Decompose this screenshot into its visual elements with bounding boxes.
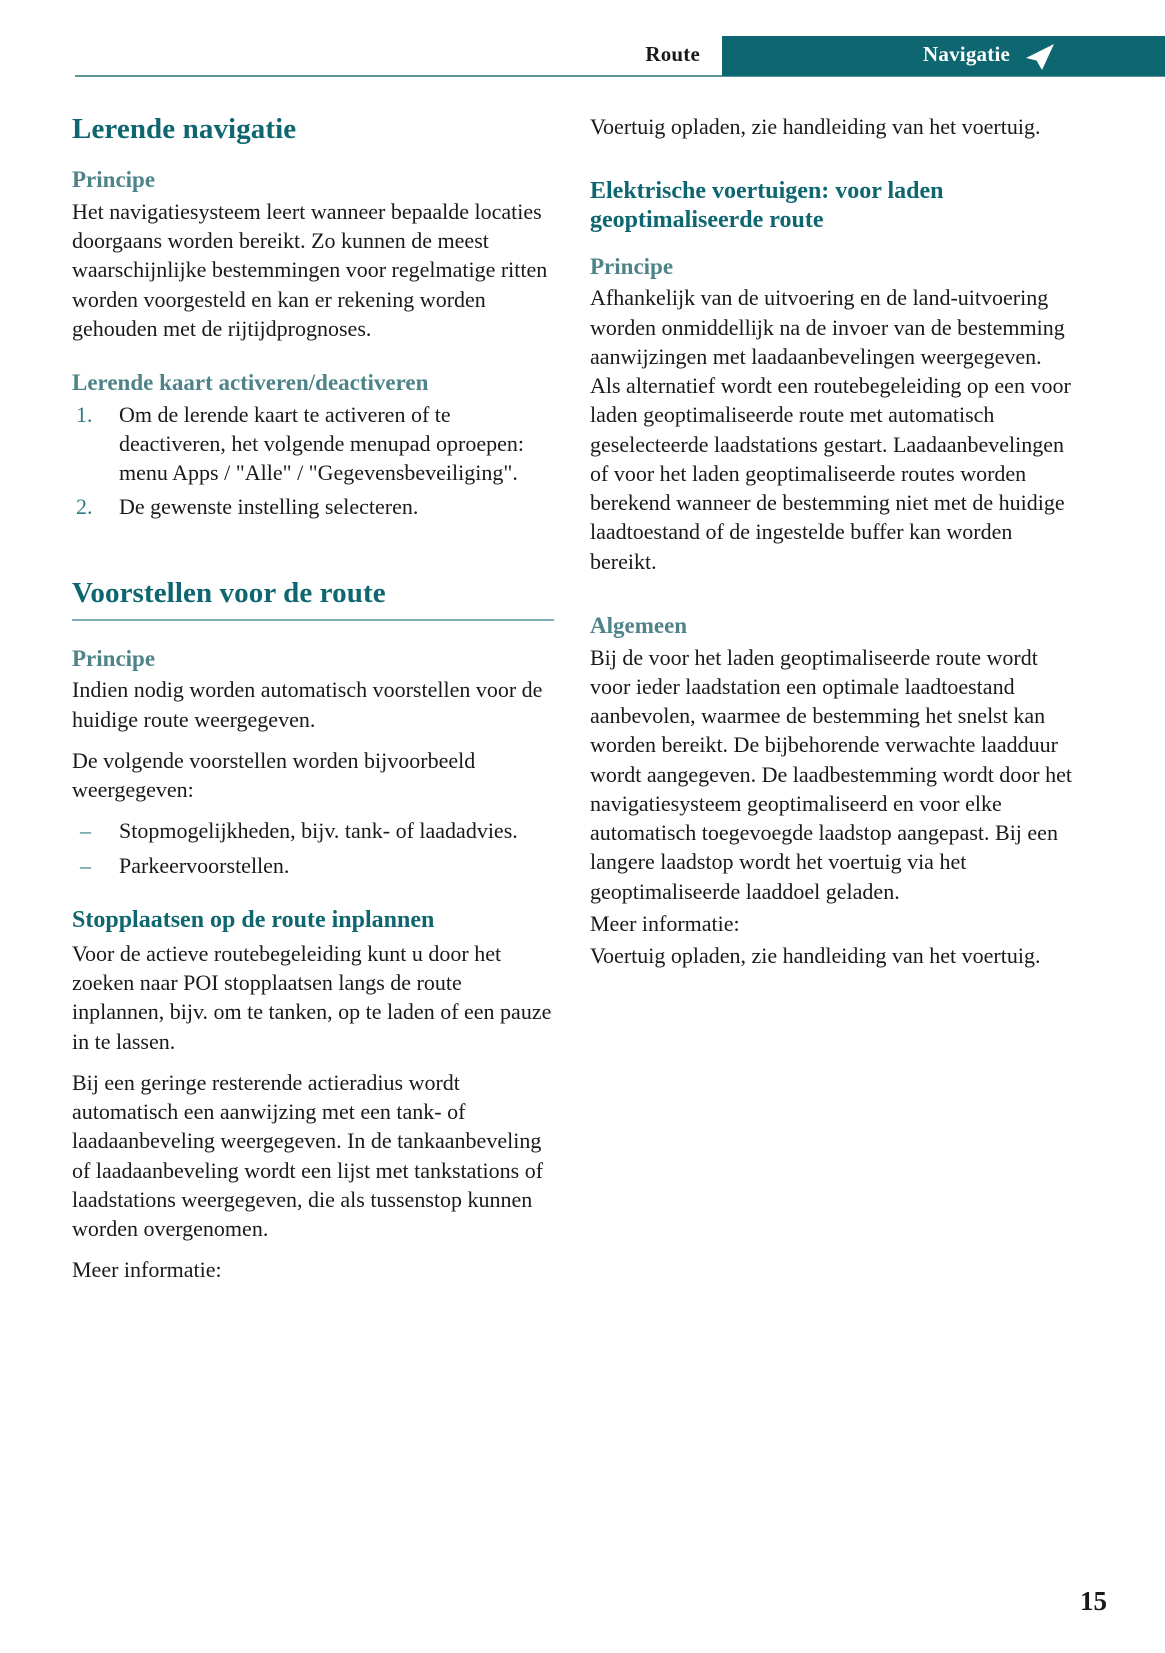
list-item (72, 492, 554, 521)
page-number: 15 (1080, 1586, 1107, 1616)
paragraph-voorstellen-1: Indien nodig worden automatisch voorstellen voor de huidige route weergegeven. (72, 677, 543, 732)
list-marker: 1. (76, 401, 93, 427)
list-item-text: Stopmogelijkheden, bijv. tank- of laadadvies. (119, 818, 518, 844)
navigation-arrow-icon (1022, 42, 1056, 72)
paragraph-stopplaatsen-1: Voor de actieve routebegeleiding kunt u door het zoeken naar POI stopplaatsen langs de route inplannen, bijv. om te tanken, op te laden of een pauze in te lassen. (72, 940, 552, 1054)
paragraph-meer-informatie-right: Meer informatie: (590, 910, 740, 936)
spacer (72, 152, 554, 166)
paragraph-voertuig-opladen-top: Voertuig opladen, zie handleiding van het voertuig. (590, 114, 1041, 139)
paragraph-voorstellen-2: De volgende voorstellen worden bijvoorbeeld weergegeven: (72, 747, 476, 803)
left-column (72, 112, 554, 1297)
list-item-text: Parkeervoorstellen. (119, 852, 290, 878)
list-marker: – (80, 818, 91, 844)
paragraph-algemeen: Bij de voor het laden geoptimaliseerde route wordt voor ieder laadstation een optimale laadtoestand aanbevolen, waarmee de bestemming het snelst kan worden bereikt. De bijbehorende verwachte laadduur wordt aangegeven. De laadbestemming wordt door het navigatiesysteem geoptimaliseerd en voor elke automatisch toegevoegde laadstop aangepast. Bij een langere laadstop wordt het voertuig via het geoptimaliseerde laaddoel geladen. (590, 644, 1073, 904)
list-marker: – (80, 852, 91, 878)
subheading-algemeen: Algemeen (590, 612, 688, 638)
list-item (72, 816, 554, 845)
subheading-principe-2: Principe (72, 645, 156, 671)
list-item-text: Om de lerende kaart te activeren of te deactiveren, het volgende menupad oproepen: menu Apps / "Alle" / "Gegevensbeveiliging". (119, 401, 525, 486)
list-marker: 2. (76, 494, 93, 520)
list-item (72, 400, 554, 488)
spacer (72, 355, 554, 369)
subheading-lerende-kaart: Lerende kaart activeren/deactiveren (72, 370, 429, 396)
dash-list-voorstellen (72, 816, 554, 880)
right-column (590, 112, 1072, 982)
page-header (0, 0, 1165, 90)
spacer (72, 534, 554, 576)
header-section-label: Navigatie (923, 42, 1010, 66)
spacer (590, 153, 1072, 177)
subheading-principe-right: Principe (590, 253, 674, 279)
paragraph-principe-right: Afhankelijk van de uitvoering en de land-uitvoering worden onmiddellijk na de invoer van de bestemming aanwijzingen met laadaanbevelingen weergegeven. Als alternatief wordt een routebegeleiding op een voor laden geoptimaliseerde route met automatisch geselecteerde laadstations gestart. Laadaanbevelingen of voor het laden geoptimaliseerde routes worden berekend wanneer de bestemming niet met de huidige laadtoestand of de ingestelde buffer kan worden bereikt. (590, 285, 1071, 574)
section-title-elektrische-voertuigen: Elektrische voertuigen: voor laden geoptimaliseerde route (590, 178, 944, 234)
section-title-stopplaatsen: Stopplaatsen op de route inplannen (72, 906, 435, 933)
numbered-list-lerende-kaart (72, 400, 554, 522)
chapter-title-lerende-navigatie: Lerende navigatie (72, 113, 297, 145)
paragraph-meer-informatie-left: Meer informatie: (72, 1257, 222, 1283)
subheading-principe-1: Principe (72, 167, 156, 193)
spacer (72, 892, 554, 906)
list-item-text: De gewenste instelling selecteren. (119, 494, 419, 520)
spacer (72, 631, 554, 645)
spacer (590, 239, 1072, 253)
header-chapter-label: Route (645, 42, 700, 66)
list-item (72, 851, 554, 880)
paragraph-voertuig-opladen-bottom: Voertuig opladen, zie handleiding van het voertuig. (590, 943, 1041, 969)
chapter-title-voorstellen-voor-de-route: Voorstellen voor de route (72, 576, 554, 621)
spacer (590, 588, 1072, 612)
paragraph-stopplaatsen-2: Bij een geringe resterende actieradius wordt automatisch een aanwijzing met een tank- of laadaanbeveling weergegeven. In de tankaanbeveling of laadaanbeveling wordt een lijst met tankstations of laadstations weergegeven, die als tussenstop kunnen worden overgenomen. (72, 1069, 544, 1242)
paragraph-principe-1: Het navigatiesysteem leert wanneer bepaalde locaties doorgaans worden bereikt. Zo kunnen de meest waarschijnlijke bestemmingen voor regelmatige ritten worden voorgesteld en kan er rekening worden gehouden met de rijtijdprognoses. (72, 198, 548, 341)
